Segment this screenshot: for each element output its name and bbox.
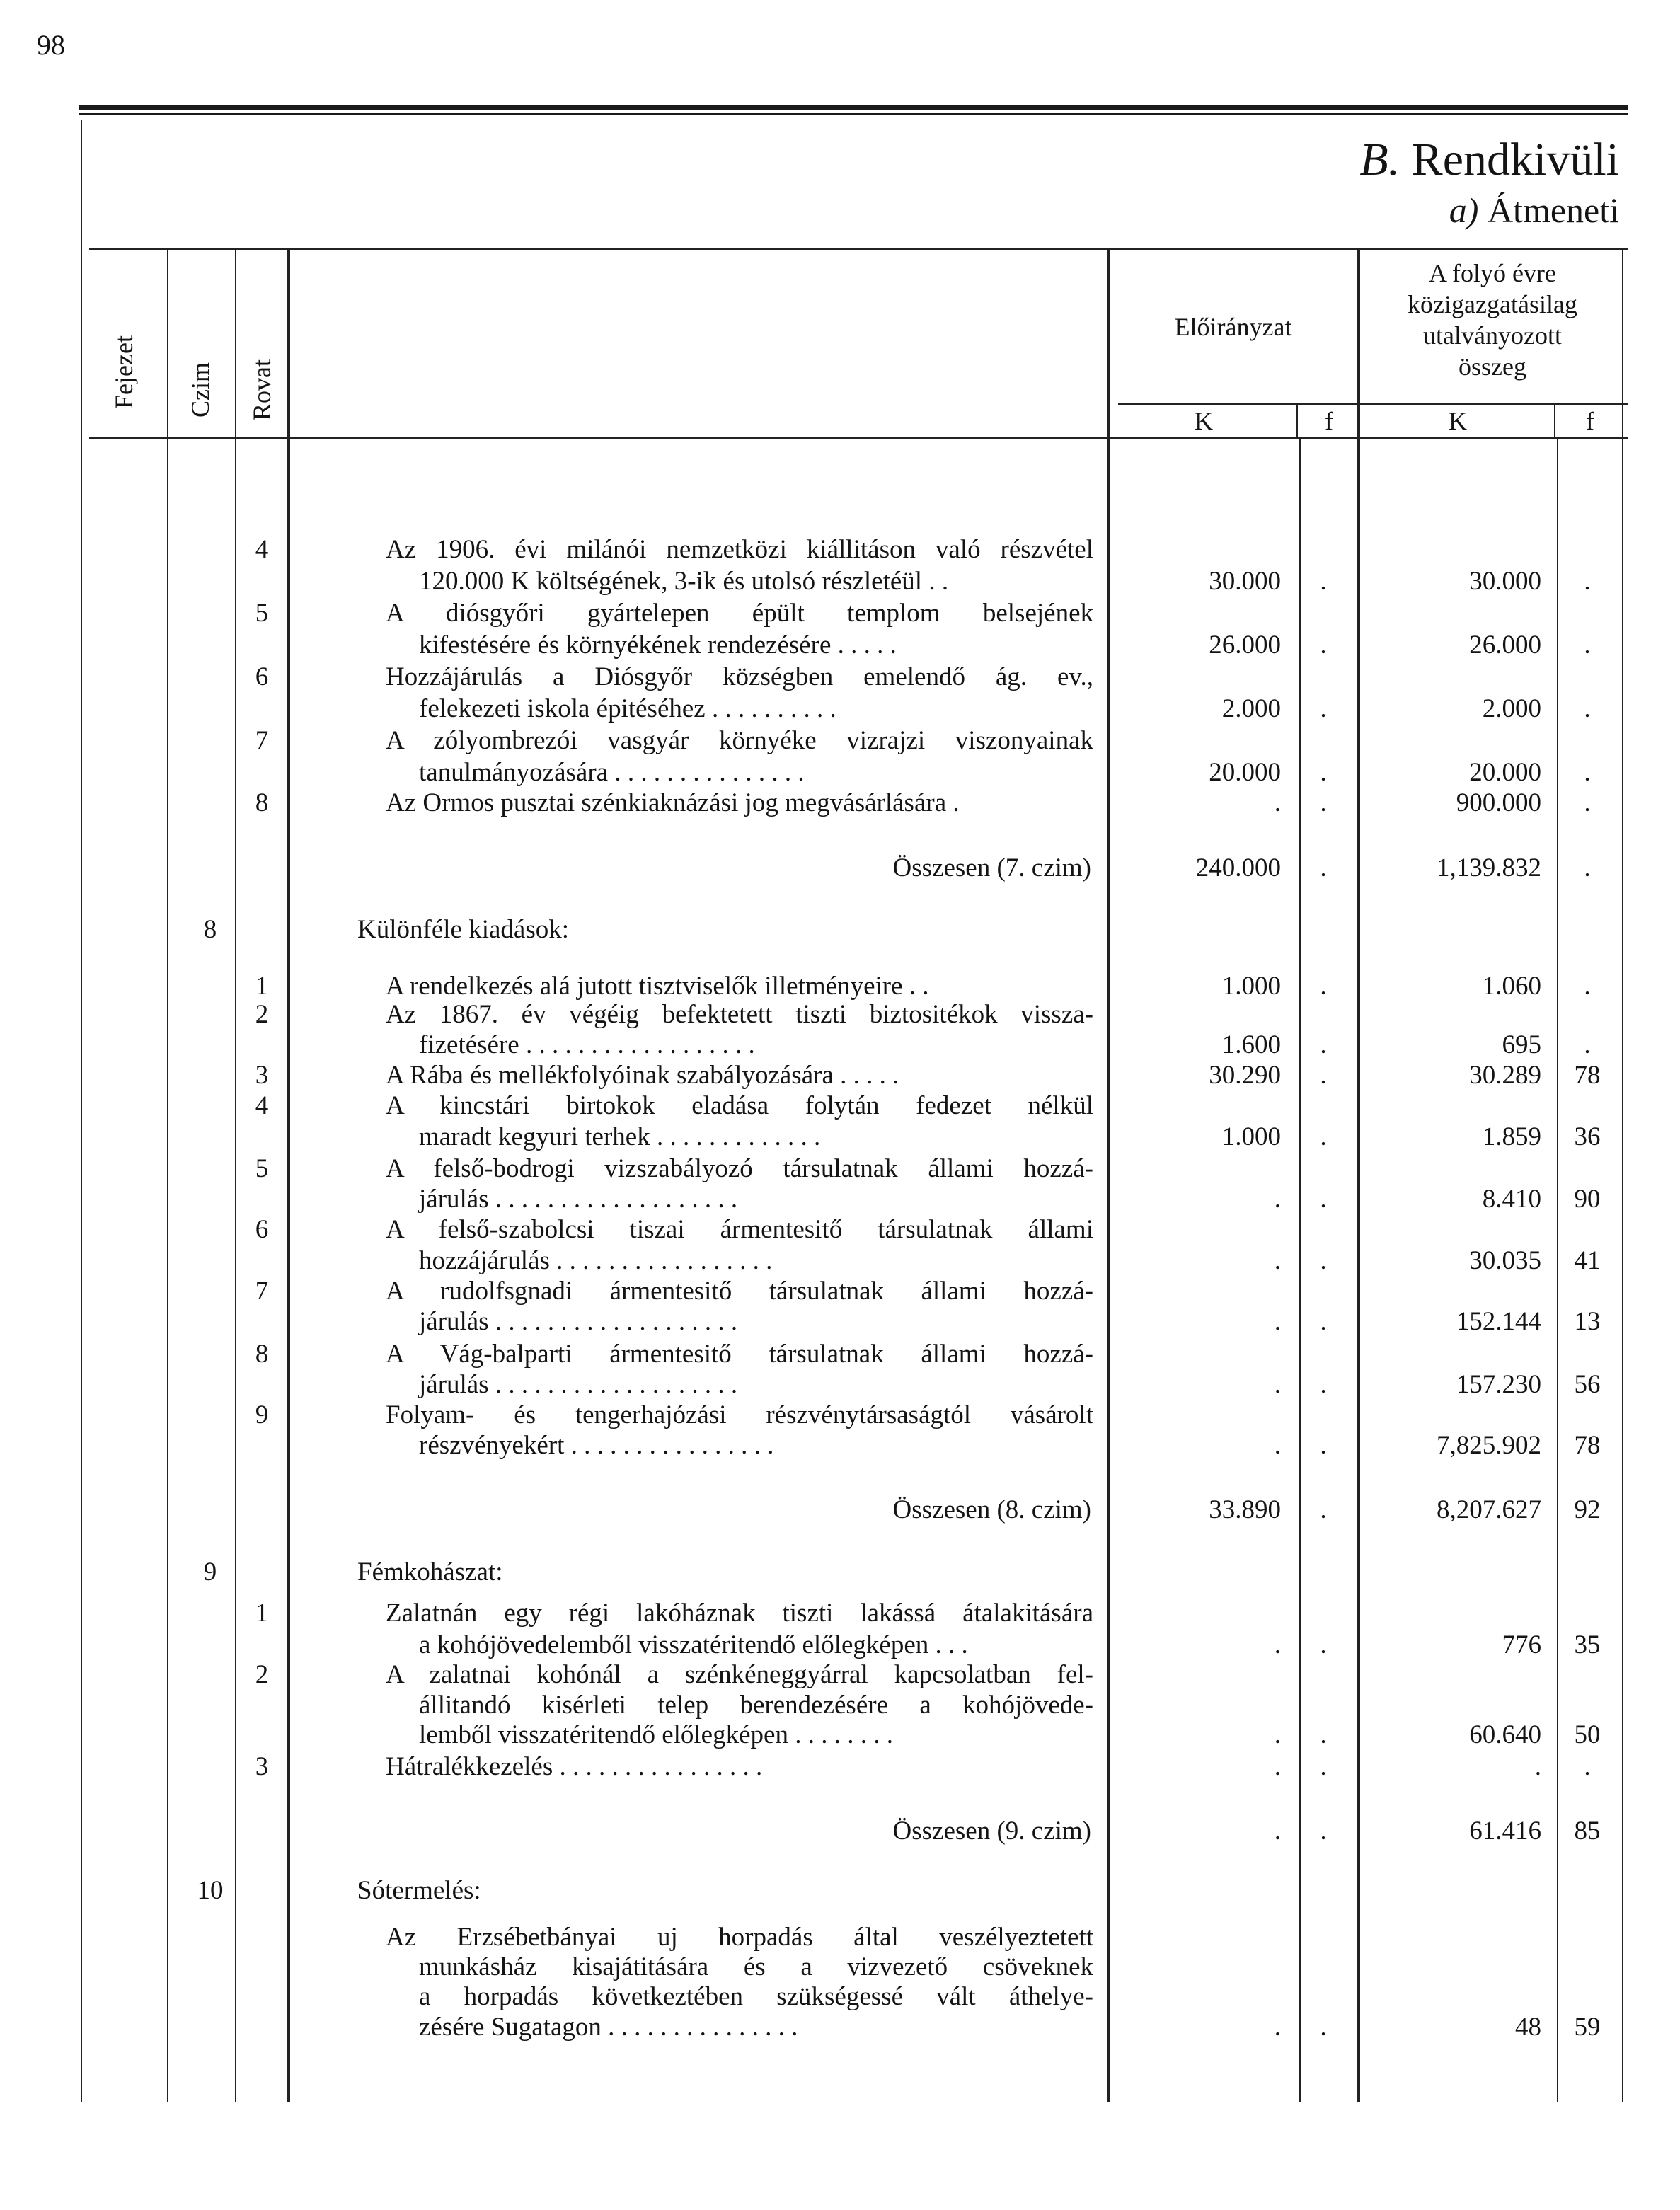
item-description: lemből visszatéritendő előlegképen . . . . . . . . [419,1720,893,1749]
table-row [0,1276,1680,1307]
eloiranyzat-f: . [1320,788,1327,817]
utalvanyozott-k: 48 [1515,2013,1541,2042]
eloiranyzat-k: . [1274,788,1281,817]
utalvanyozott-f: . [1584,853,1591,882]
table-row [0,1751,1680,1783]
table-row [0,630,1680,661]
table-row [0,1369,1680,1400]
eloiranyzat-k: . [1274,1630,1281,1659]
eloiranyzat-k: . [1274,2013,1281,2042]
utalvanyozott-k: 695 [1502,1030,1541,1059]
utalvanyozott-f: 78 [1574,1061,1601,1090]
utalvanyozott-k: 30.035 [1469,1246,1541,1275]
table-row [0,1875,1680,1906]
utalvanyozott-k: 1.060 [1482,972,1541,1001]
eloiranyzat-k: 1.000 [1221,972,1281,1001]
utalvanyozott-k: 20.000 [1469,758,1541,787]
eloiranyzat-f: . [1320,853,1327,882]
table-row [0,693,1680,725]
kf-rule [1118,403,1628,405]
rovat-number: 6 [255,1215,269,1244]
header-fejezet: Fejezet [110,335,138,409]
table-row [0,1690,1680,1721]
table-top-rule [89,248,1628,250]
rovat-number: 1 [255,1599,269,1628]
table-row [0,788,1680,819]
item-description: járulás . . . . . . . . . . . . . . . . . . . [419,1307,738,1336]
rovat-number: 1 [255,972,269,1001]
item-description: a horpadás következtében szükségessé vált áthelye- [419,1982,1093,2011]
utalvanyozott-f: 78 [1574,1431,1601,1460]
eloiranyzat-k: . [1274,1185,1281,1214]
header-k-utalvanyozott: K [1449,407,1467,435]
utalvanyozott-f: 13 [1574,1307,1601,1336]
header-czim: Czim [186,362,214,418]
utalvanyozott-k: 30.289 [1469,1061,1541,1090]
eloiranyzat-f: . [1320,1630,1327,1659]
eloiranyzat-f: . [1320,631,1327,660]
table-row [0,1306,1680,1337]
utalvanyozott-f: 36 [1574,1122,1601,1151]
rovat-number: 5 [255,599,269,628]
item-description: járulás . . . . . . . . . . . . . . . . . . . [419,1185,738,1214]
item-description: A felső-bodrogi vizszabályozó társulatnak állami hozzá- [386,1154,1093,1183]
utalvanyozott-f: . [1584,631,1591,660]
item-description: 120.000 K költségének, 3-ik és utolsó részletéül . . [419,567,949,596]
subsection-title-text: Átmeneti [1487,190,1619,230]
eloiranyzat-k: . [1274,1752,1281,1781]
czim-number: 9 [203,1558,217,1587]
table-row [0,1060,1680,1091]
item-description: Hozzájárulás a Diósgyőr községben emelendő ág. ev., [386,662,1093,691]
eloiranyzat-f: . [1320,1431,1327,1460]
czim-number: 8 [203,915,217,944]
table-row [0,598,1680,629]
utalvanyozott-k: 61.416 [1469,1817,1541,1846]
item-description: A rudolfsgnadi ármentesitő társulatnak állami hozzá- [386,1277,1093,1306]
rovat-number: 8 [255,1340,269,1369]
section-title [1359,133,1619,187]
eloiranyzat-f: . [1320,1030,1327,1059]
table-row [0,853,1680,884]
item-description: a kohójövedelemből visszatéritendő előlegképen . . . [419,1630,968,1659]
header-utalvanyozott [1362,258,1623,382]
header-utalvanyozott-line3: utalványozott [1423,321,1562,350]
item-description: hozzájárulás . . . . . . . . . . . . . . . . . [419,1246,773,1275]
table-row [0,1184,1680,1215]
item-description: A zalatnai kohónál a szénkéneggyárral kapcsolatban fel- [386,1660,1093,1689]
rovat-number: 3 [255,1752,269,1781]
item-description: Az 1906. évi milánói nemzetközi kiállitáson való részvétel [386,535,1093,564]
item-description: állitandó kisérleti telep berendezésére a kohójövede- [419,1691,1093,1720]
utalvanyozott-f: . [1584,694,1591,723]
eloiranyzat-f: . [1320,1307,1327,1336]
table-row [0,971,1680,1002]
utalvanyozott-f: 85 [1574,1817,1601,1846]
utalvanyozott-f: . [1584,972,1591,1001]
rovat-number: 7 [255,1277,269,1306]
utalvanyozott-k: 1,139.832 [1437,853,1541,882]
utalvanyozott-k: 30.000 [1469,567,1541,596]
col-rule-k1-head [1296,403,1298,437]
rovat-number: 9 [255,1400,269,1429]
utalvanyozott-k: 8,207.627 [1437,1495,1541,1524]
section-heading: Fémkohászat: [357,1558,503,1587]
eloiranyzat-f: . [1320,2013,1327,2042]
header-bottom-rule [89,437,1628,439]
item-description: zésére Sugatagon . . . . . . . . . . . . . . . [419,2013,798,2042]
table-row [0,1030,1680,1061]
eloiranyzat-k: 1.600 [1221,1030,1281,1059]
czim-number: 10 [197,1876,224,1905]
table-row [0,1214,1680,1245]
utalvanyozott-f: 41 [1574,1246,1601,1275]
section-letter: B. [1359,134,1400,185]
utalvanyozott-k: 2.000 [1482,694,1541,723]
eloiranyzat-k: 20.000 [1209,758,1281,787]
rovat-number: 8 [255,788,269,817]
item-description: tanulmányozására . . . . . . . . . . . . . . . [419,758,805,787]
header-utalvanyozott-line2: közigazgatásilag [1408,290,1577,318]
eloiranyzat-k: . [1274,1431,1281,1460]
item-description: járulás . . . . . . . . . . . . . . . . . . . [419,1370,738,1399]
eloiranyzat-f: . [1320,972,1327,1001]
table-row [0,534,1680,565]
top-rule-thin [79,113,1628,115]
table-row [0,1339,1680,1370]
item-description: fizetésére . . . . . . . . . . . . . . . . . . [419,1030,755,1059]
eloiranyzat-k: 2.000 [1221,694,1281,723]
subtotal-label: Összesen (7. czim) [892,853,1091,882]
eloiranyzat-f: . [1320,1122,1327,1151]
table-row [0,1400,1680,1431]
subtotal-label: Összesen (9. czim) [892,1817,1091,1846]
eloiranyzat-f: . [1320,1185,1327,1214]
utalvanyozott-f: . [1584,567,1591,596]
table-row [0,1495,1680,1526]
utalvanyozott-f: 92 [1574,1495,1601,1524]
rovat-number: 2 [255,1000,269,1029]
table-row [0,662,1680,693]
rovat-number: 2 [255,1660,269,1689]
utalvanyozott-k: 26.000 [1469,631,1541,660]
rovat-number: 6 [255,662,269,691]
eloiranyzat-k: 1.000 [1221,1122,1281,1151]
eloiranyzat-f: . [1320,1817,1327,1846]
table-row [0,1922,1680,1953]
table-row [0,1122,1680,1153]
utalvanyozott-f: . [1584,758,1591,787]
eloiranyzat-k: 33.890 [1209,1495,1281,1524]
rovat-number: 5 [255,1154,269,1183]
item-description: Az 1867. év végéig befektetett tiszti biztositékok vissza- [386,1000,1093,1029]
table-row [0,1630,1680,1661]
rovat-number: 4 [255,535,269,564]
item-description: felekezeti iskola épitéséhez . . . . . . . . . . [419,694,836,723]
eloiranyzat-f: . [1320,1752,1327,1781]
eloiranyzat-f: . [1320,1246,1327,1275]
table-row [0,1153,1680,1185]
header-utalvanyozott-line4: összeg [1459,352,1526,381]
section-title-text: Rendkivüli [1411,134,1619,185]
header-utalvanyozott-line1: A folyó évre [1429,259,1556,287]
eloiranyzat-k: . [1274,1307,1281,1336]
utalvanyozott-f: 56 [1574,1370,1601,1399]
table-row [0,725,1680,756]
eloiranyzat-f: . [1320,758,1327,787]
eloiranyzat-k: . [1274,1720,1281,1749]
section-heading: Különféle kiadások: [357,915,569,944]
table-row [0,1245,1680,1277]
header-eloiranyzat: Előirányzat [1174,313,1292,341]
section-heading: Sótermelés: [357,1876,481,1905]
eloiranyzat-k: 240.000 [1195,853,1281,882]
eloiranyzat-k: 30.290 [1209,1061,1281,1090]
header-k-eloiranyzat: K [1195,407,1213,435]
utalvanyozott-k: 900.000 [1456,788,1541,817]
eloiranyzat-f: . [1320,1370,1327,1399]
rovat-number: 3 [255,1061,269,1090]
item-description: Zalatnán egy régi lakóháznak tiszti lakássá átalakitására [386,1599,1093,1628]
eloiranyzat-k: . [1274,1817,1281,1846]
subsection-title [1449,190,1619,231]
utalvanyozott-k: 7,825.902 [1437,1431,1541,1460]
item-description: A diósgyőri gyártelepen épült templom belsejének [386,599,1093,628]
item-description: Folyam- és tengerhajózási részvénytársaságtól vásárolt [386,1400,1093,1429]
top-rule [79,105,1628,110]
page-number: 98 [37,29,65,61]
item-description: maradt kegyuri terhek . . . . . . . . . . . . . [419,1122,821,1151]
eloiranyzat-k: . [1274,1370,1281,1399]
table-row [0,757,1680,788]
eloiranyzat-k: 30.000 [1209,567,1281,596]
header-f-eloiranyzat: f [1325,407,1333,435]
utalvanyozott-k: . [1534,1752,1541,1781]
subsection-letter: a) [1449,190,1479,230]
utalvanyozott-k: 157.230 [1456,1370,1541,1399]
rovat-number: 4 [255,1091,269,1120]
utalvanyozott-f: . [1584,1752,1591,1781]
item-description: Az Erzsébetbányai uj horpadás által veszélyeztetett [386,1923,1093,1952]
item-description: A Vág-balparti ármentesitő társulatnak állami hozzá- [386,1340,1093,1369]
eloiranyzat-f: . [1320,1061,1327,1090]
utalvanyozott-f: . [1584,1030,1591,1059]
utalvanyozott-f: 35 [1574,1630,1601,1659]
table-row [0,1090,1680,1122]
table-row [0,1720,1680,1751]
item-description: A Rába és mellékfolyóinak szabályozására . . . . . [386,1061,899,1090]
item-description: kifestésére és környékének rendezésére . . . . . [419,631,897,660]
utalvanyozott-f: 50 [1574,1720,1601,1749]
table-row [0,1981,1680,2013]
col-rule-k2-head [1554,403,1555,437]
item-description: munkásház kisajátitására és a vizvezető csöveknek [419,1952,1093,1981]
table-row [0,1816,1680,1847]
utalvanyozott-k: 1.859 [1482,1122,1541,1151]
table-row [0,1952,1680,1983]
utalvanyozott-f: 90 [1574,1185,1601,1214]
header-f-utalvanyozott: f [1586,407,1594,435]
table-row [0,1659,1680,1691]
item-description: A kincstári birtokok eladása folytán fedezet nélkül [386,1091,1093,1120]
table-row [0,1598,1680,1629]
table-row [0,1430,1680,1461]
table-row [0,1557,1680,1588]
item-description: Hátralékkezelés . . . . . . . . . . . . . . . . [386,1752,763,1781]
utalvanyozott-k: 776 [1502,1630,1541,1659]
eloiranyzat-k: . [1274,1246,1281,1275]
eloiranyzat-k: 26.000 [1209,631,1281,660]
rovat-number: 7 [255,726,269,755]
item-description: Az Ormos pusztai szénkiaknázási jog megvásárlására . [386,788,960,817]
eloiranyzat-f: . [1320,567,1327,596]
utalvanyozott-f: 59 [1574,2013,1601,2042]
utalvanyozott-k: 8.410 [1482,1185,1541,1214]
subtotal-label: Összesen (8. czim) [892,1495,1091,1524]
table-row [0,566,1680,597]
eloiranyzat-f: . [1320,1720,1327,1749]
table-row [0,999,1680,1030]
utalvanyozott-k: 152.144 [1456,1307,1541,1336]
item-description: részvényekért . . . . . . . . . . . . . . . . [419,1431,774,1460]
eloiranyzat-f: . [1320,694,1327,723]
item-description: A rendelkezés alá jutott tisztviselők illetményeire . . [386,972,929,1001]
header-rovat: Rovat [248,359,276,420]
table-row [0,2012,1680,2043]
item-description: A felső-szabolcsi tiszai ármentesitő társulatnak állami [386,1215,1093,1244]
item-description: A zólyombrezói vasgyár környéke vizrajzi viszonyainak [386,726,1093,755]
table-row [0,914,1680,945]
eloiranyzat-f: . [1320,1495,1327,1524]
utalvanyozott-k: 60.640 [1469,1720,1541,1749]
utalvanyozott-f: . [1584,788,1591,817]
